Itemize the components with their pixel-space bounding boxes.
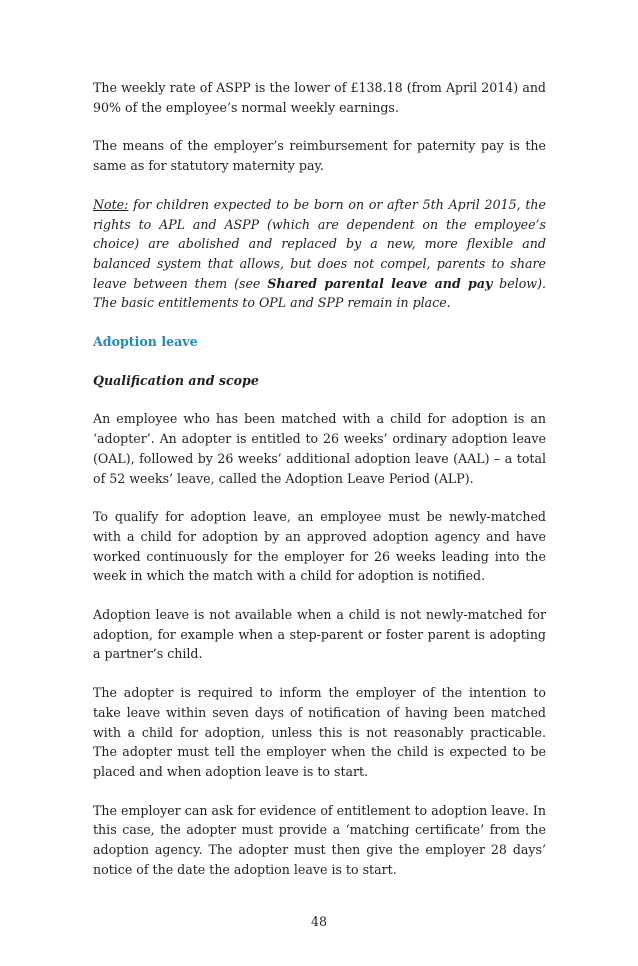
note-body-1: for children expected to be born on or after 5th April 2015, the rights to APL and ASPP (which are dependent on the employee’s choice) are abolished and replaced by a new, more flexible and balanced system that allows, but does not compel, parents to share leave between them (see xyxy=(93,196,546,291)
paragraph-evidence: The employer can ask for evidence of entitlement to adoption leave. In this case, the adopter must provide a ‘matching certificate’ from the adoption agency. The adopter must then give the employer 28 days’ notice of the date the adoption leave is to start. xyxy=(93,802,546,877)
paragraph-not-available: Adoption leave is not available when a child is not newly-matched for adoption, for example when a step-parent or foster parent is adopting a partner’s child. xyxy=(93,607,546,662)
paragraph-note xyxy=(93,195,546,313)
section-heading-adoption-leave: Adoption leave xyxy=(93,334,198,350)
note-body-2: below). The basic entitlements to OPL and SPP remain in place. xyxy=(93,275,546,311)
note-label: Note: xyxy=(93,196,129,212)
paragraph-qualify: To qualify for adoption leave, an employee must be newly-matched with a child for adoption by an approved adoption agency and have worked continuously for the employer for 26 weeks leading into the week in which the match with a child for adoption is notified. xyxy=(93,509,546,584)
paragraph-inform-employer: The adopter is required to inform the employer of the intention to take leave within seven days of notification of having been matched with a child for adoption, unless this is not reasonably practicable. The adopter must tell the employer when the child is expected to be placed and when adoption leave is to start. xyxy=(93,685,546,779)
note-bold-ref: Shared parental leave and pay xyxy=(267,275,493,291)
subheading-qualification: Qualification and scope xyxy=(93,372,259,388)
page-content xyxy=(93,78,546,899)
paragraph-aspp-rate: The weekly rate of ASPP is the lower of £138.18 (from April 2014) and 90% of the employee’s normal weekly earnings. xyxy=(93,80,546,115)
paragraph-reimbursement: The means of the employer’s reimbursement for paternity pay is the same as for statutory maternity pay. xyxy=(93,138,546,174)
paragraph-adopter-definition: An employee who has been matched with a child for adoption is an ‘adopter’. An adopter is entitled to 26 weeks’ ordinary adoption leave (OAL), followed by 26 weeks’ additional adoption leave (AAL) – a total of 52 weeks’ leave, called the Adoption Leave Period (ALP). xyxy=(93,411,546,486)
page-number: 48 xyxy=(310,914,328,929)
